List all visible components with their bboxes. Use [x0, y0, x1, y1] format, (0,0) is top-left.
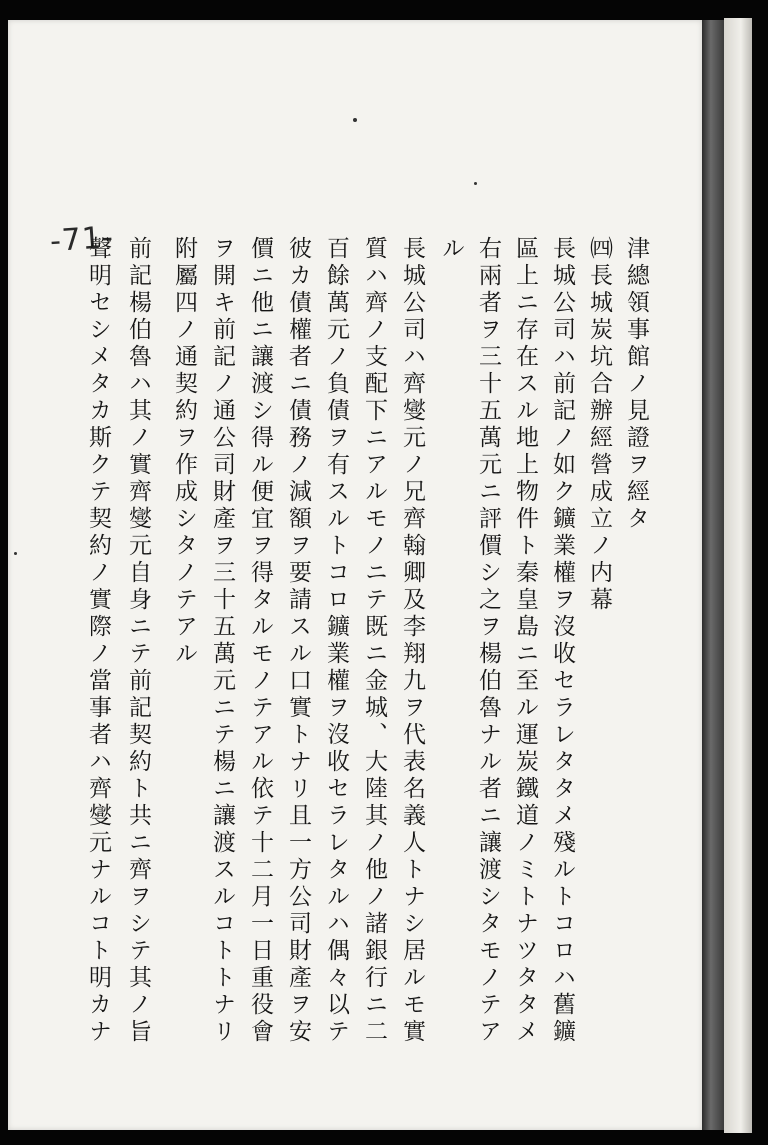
book-page-edge [724, 18, 752, 1133]
text-column: 長城公司ハ齊燮元ノ兄齊翰卿及李翔九ヲ代表名義人トナシ居ルモ實 [399, 236, 425, 1046]
text-column: 價ニ他ニ讓渡シ得ル便宜ヲ得タルモノテアル依テ十二月一日重役會 [247, 236, 273, 1046]
text-column: 長城公司ハ前記ノ如ク鑛業權ヲ沒收セラレタタメ殘ルトコロハ舊鑛 [549, 236, 575, 1046]
text-column: 津總領事館ノ見證ヲ經タ [623, 236, 649, 533]
page-number: -71- [48, 219, 115, 260]
text-column: 彼カ債權者ニ債務ノ減額ヲ要請スル口實トナリ且一方公司財產ヲ安 [285, 236, 311, 1046]
text-column: 前記楊伯魯ハ其ノ實齊燮元自身ニテ前記契約ト共ニ齊ヲシテ其ノ旨 [125, 236, 151, 1046]
document-page [8, 20, 702, 1130]
text-column: ル [438, 236, 464, 263]
text-column: 質ハ齊ノ支配下ニアルモノニテ既ニ金城、大陸其ノ他ノ諸銀行ニ二 [361, 236, 387, 1046]
ink-speck [14, 552, 17, 555]
text-column: 區上ニ存在スル地上物件ト秦皇島ニ至ル運炭鐵道ノミトナツタタメ [512, 236, 538, 1046]
ink-speck [474, 182, 477, 185]
book-gutter [702, 20, 724, 1130]
text-column: ヲ開キ前記ノ通公司財產ヲ三十五萬元ニテ楊ニ讓渡スルコトトナリ [209, 236, 235, 1046]
text-column: 百餘萬元ノ負債ヲ有スルトコロ鑛業權ヲ沒收セラレタルハ偶々以テ [323, 236, 349, 1046]
text-column: 聲明セシメタカ斯クテ契約ノ實際ノ當事者ハ齊燮元ナルコト明カナ [85, 236, 111, 1046]
text-column: ㈣長城炭坑合辦經營成立ノ内幕 [586, 236, 612, 614]
ink-speck [353, 118, 357, 122]
text-column: 附屬四ノ通契約ヲ作成シタノテアル [171, 236, 197, 668]
text-column: 右兩者ヲ三十五萬元ニ評價シ之ヲ楊伯魯ナル者ニ讓渡シタモノテア [475, 236, 501, 1046]
